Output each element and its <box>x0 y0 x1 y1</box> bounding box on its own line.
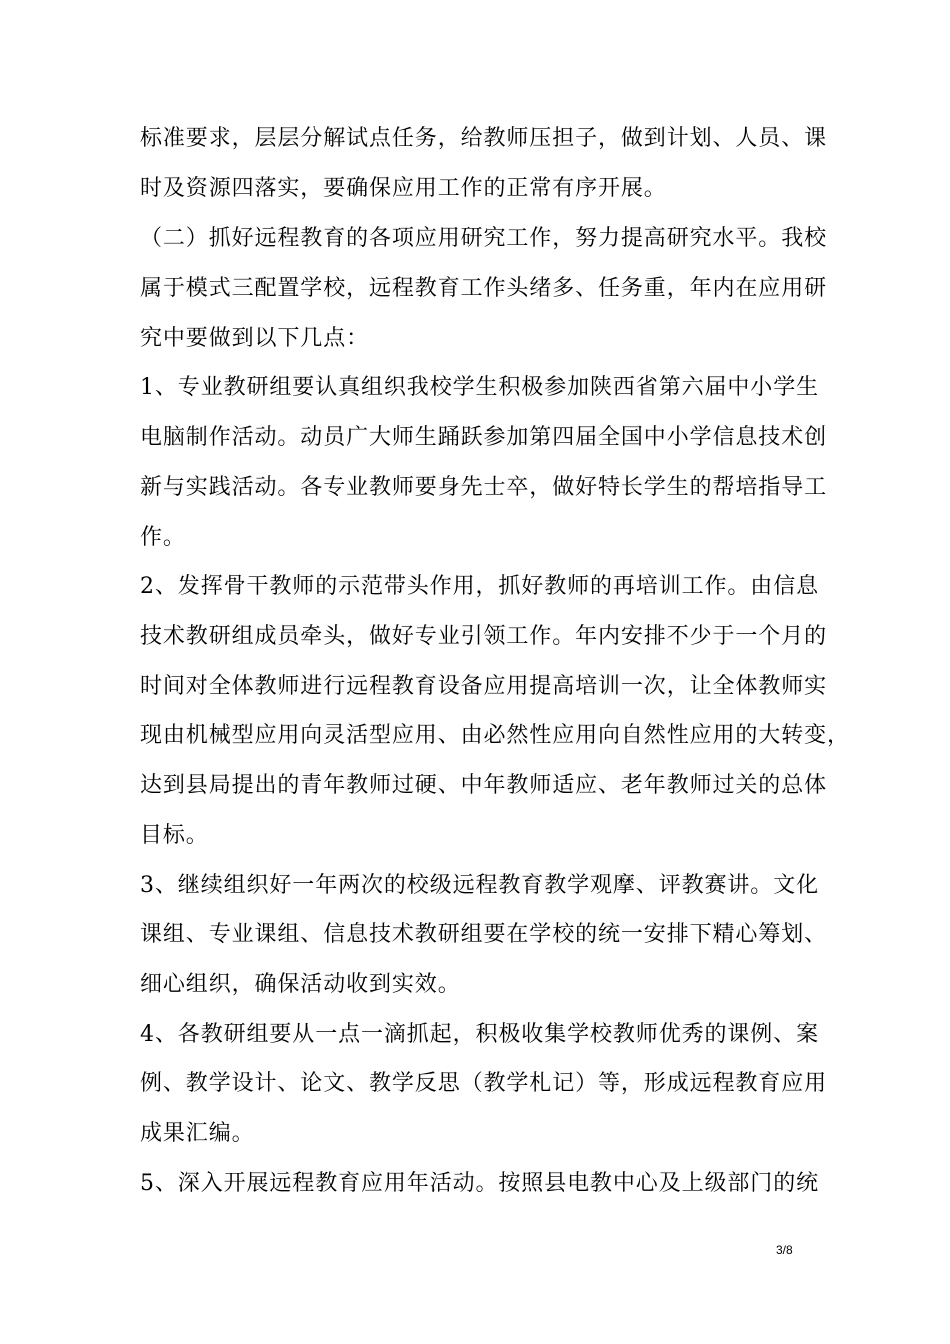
text-line: 2、发挥骨干教师的示范带头作用，抓好教师的再培训工作。由信息 <box>140 574 819 599</box>
text-line: 3、继续组织好一年两次的校级远程教育教学观摩、评教赛讲。文化 <box>140 873 819 898</box>
text-line: 课组、专业课组、信息技术教研组要在学校的统一安排下精心筹划、 <box>140 922 828 947</box>
page-number: 3/8 <box>776 1243 793 1257</box>
text-line: 例、教学设计、论文、教学反思（教学札记）等，形成远程教育应用 <box>140 1071 828 1096</box>
text-line: 4、各教研组要从一点一滴抓起，积极收集学校教师优秀的课例、案 <box>140 1022 819 1047</box>
text-line: 新与实践活动。各专业教师要身先士卒，做好特长学生的帮培指导工 <box>140 475 828 500</box>
text-line: 达到县局提出的青年教师过硬、中年教师适应、老年教师过关的总体 <box>140 773 828 798</box>
text-line: 成果汇编。 <box>140 1121 255 1146</box>
text-line: 技术教研组成员牵头，做好专业引领工作。年内安排不少于一个月的 <box>140 624 828 649</box>
text-line: 5、深入开展远程教育应用年活动。按照县电教中心及上级部门的统 <box>140 1171 819 1196</box>
text-line: 现由机械型应用向灵活型应用、由必然性应用向自然性应用的大转变， <box>140 723 850 748</box>
text-line: 标准要求，层层分解试点任务，给教师压担子，做到计划、人员、课 <box>140 126 828 151</box>
text-line: 属于模式三配置学校，远程教育工作头绪多、任务重，年内在应用研 <box>140 276 828 301</box>
text-line: 究中要做到以下几点： <box>140 326 370 351</box>
text-line: 作。 <box>140 525 186 550</box>
text-line: 时间对全体教师进行远程教育设备应用提高培训一次，让全体教师实 <box>140 674 828 699</box>
text-line: 目标。 <box>140 823 209 848</box>
text-line: 细心组织，确保活动收到实效。 <box>140 972 461 997</box>
text-line: 电脑制作活动。动员广大师生踊跃参加第四届全国中小学信息技术创 <box>140 425 828 450</box>
text-line: 时及资源四落实，要确保应用工作的正常有序开展。 <box>140 176 667 201</box>
text-line: （二）抓好远程教育的各项应用研究工作，努力提高研究水平。我校 <box>140 226 828 251</box>
text-line: 1、专业教研组要认真组织我校学生积极参加陕西省第六届中小学生 <box>140 375 819 400</box>
